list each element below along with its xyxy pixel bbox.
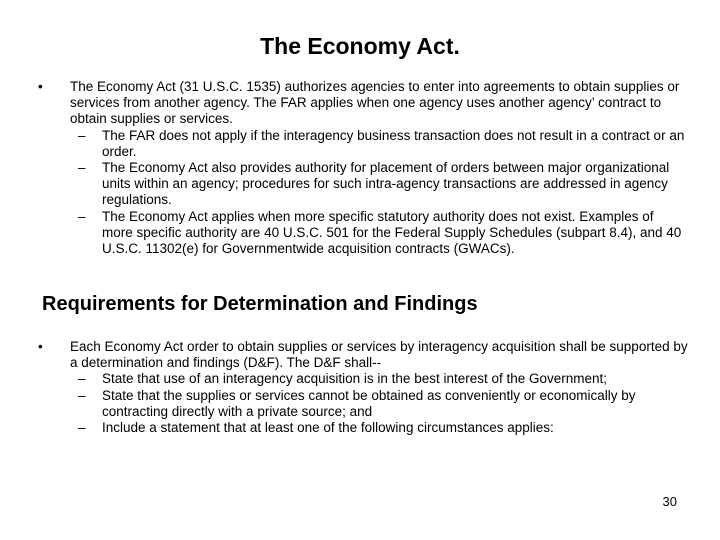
sub-bullet-text: The Economy Act also provides authority for placement of orders between major organizational units within an agency; procedures for such intra-agency transactions are addressed in agency regulations.	[102, 160, 670, 208]
determination-findings-section	[38, 339, 688, 436]
slide-title: The Economy Act.	[260, 33, 460, 59]
sub-bullet-item	[38, 371, 688, 387]
sub-bullet-item	[38, 160, 688, 209]
dash-marker: –	[78, 420, 86, 436]
dash-marker: –	[78, 208, 86, 224]
bullet-marker: •	[38, 339, 43, 354]
sub-bullet-text: State that use of an interagency acquisition is in the best interest of the Government;	[102, 371, 608, 387]
dash-marker: –	[78, 160, 86, 176]
bullet-text: Each Economy Act order to obtain supplies or services by interagency acquisition shall be supported by a determination and findings (D&F). The D&F shall--	[70, 339, 688, 371]
bullet-text: The Economy Act (31 U.S.C. 1535) authorizes agencies to enter into agreements to obtain supplies or services from another agency. The FAR applies when one agency uses another agency’ contract to obtain supplies or services.	[70, 79, 680, 127]
economy-act-section	[38, 79, 688, 257]
bullet-marker: •	[38, 79, 43, 94]
sub-bullet-text: Include a statement that at least one of the following circumstances applies:	[102, 420, 554, 436]
section-heading: Requirements for Determination and Findings	[42, 293, 478, 315]
sub-bullet-item	[38, 128, 688, 160]
dash-marker: –	[78, 127, 86, 143]
sub-bullet-item	[38, 209, 688, 258]
sub-bullet-text: State that the supplies or services cannot be obtained as conveniently or economically by contracting directly with a private source; and	[102, 387, 636, 419]
dash-marker: –	[78, 371, 86, 387]
sub-bullet-text: The FAR does not apply if the interagency business transaction does not result in a contract or an order.	[102, 127, 685, 159]
dash-marker: –	[78, 387, 86, 403]
sub-bullet-item	[38, 388, 688, 420]
sub-bullet-item	[38, 420, 688, 436]
bullet-item	[38, 339, 688, 371]
bullet-item	[38, 79, 688, 128]
page-number: 30	[662, 494, 677, 509]
sub-bullet-text: The Economy Act applies when more specific statutory authority does not exist. Examples of more specific authority are 40 U.S.C. 501 for the Federal Supply Schedules (subpart 8.4), and 40 U.S.C. 11302(e) for Governmentwide acquisition contracts (GWACs).	[102, 208, 682, 257]
